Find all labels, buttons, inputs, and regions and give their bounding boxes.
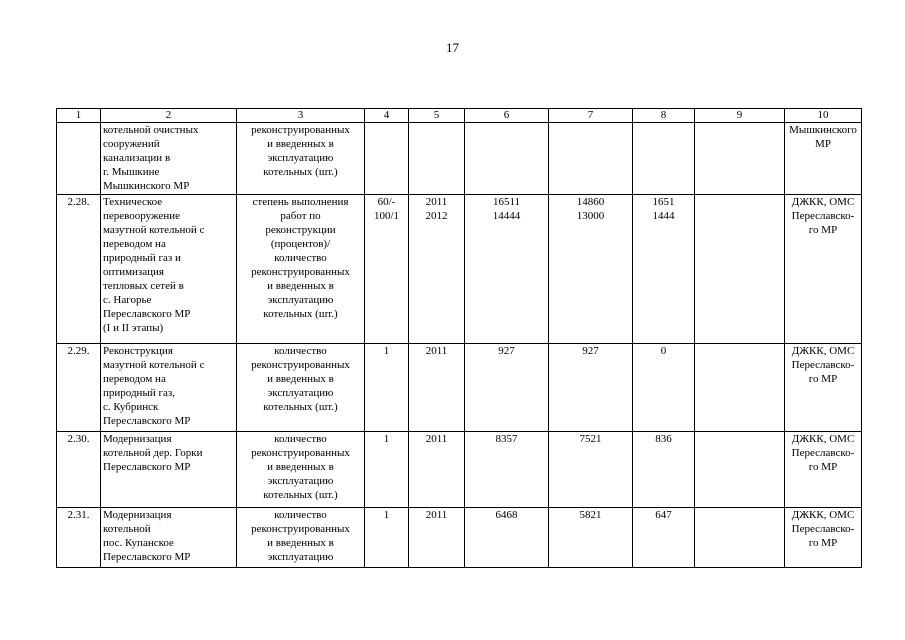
page-number: 17	[446, 40, 459, 55]
indicator-value: 1	[383, 433, 390, 445]
executor: ДЖКК, ОМС Переславско- го МР	[791, 345, 855, 385]
table-row	[57, 123, 862, 195]
table-row	[57, 508, 862, 568]
column-header-7: 7	[549, 109, 633, 123]
column-header-2: 2	[101, 109, 237, 123]
measure-name: котельной очистных сооружений канализации в г. Мышкине Мышкинского МР	[103, 124, 199, 192]
year: 2011 2012	[425, 196, 448, 222]
column-header-4: 4	[365, 109, 409, 123]
total-amount: 16511 14444	[492, 196, 521, 222]
column-header-8: 8	[633, 109, 695, 123]
indicator-name: степень выполнения работ по реконструкции (процентов)/ количество реконструированных и введенных в эксплуатацию котельных (шт.)	[251, 196, 350, 320]
regional-amount: 647	[655, 509, 672, 521]
indicator-name: реконструированных и введенных в эксплуатацию котельных (шт.)	[251, 124, 350, 178]
indicator-value: 1	[383, 345, 390, 357]
item-number: 2.31.	[67, 509, 90, 521]
regional-amount: 1651 1444	[652, 196, 675, 222]
federal-amount: 14860 13000	[576, 196, 605, 222]
year: 2011	[425, 433, 448, 445]
regional-amount: 836	[655, 433, 672, 445]
table-row	[57, 432, 862, 508]
column-header-10: 10	[785, 109, 862, 123]
measure-name: Модернизация котельной дер. Горки Переславского МР	[103, 433, 203, 473]
column-header-1: 1	[57, 109, 101, 123]
year: 2011	[425, 345, 448, 357]
table-row	[57, 195, 862, 344]
column-header-5: 5	[409, 109, 465, 123]
column-header-9: 9	[695, 109, 785, 123]
executor: ДЖКК, ОМС Переславско- го МР	[791, 509, 855, 549]
table-row	[57, 344, 862, 432]
item-number: 2.28.	[67, 196, 90, 208]
federal-amount: 927	[582, 345, 599, 357]
item-number: 2.30.	[67, 433, 90, 445]
indicator-value: 1	[383, 509, 390, 521]
measure-name: Реконструкция мазутной котельной с переводом на природный газ, с. Кубринск Переславского МР	[103, 345, 205, 427]
measure-name: Модернизация котельной пос. Купанское Переславского МР	[103, 509, 191, 563]
total-amount: 6468	[495, 509, 518, 521]
item-number: 2.29.	[67, 345, 90, 357]
year: 2011	[425, 509, 448, 521]
indicator-value: 60/- 100/1	[373, 196, 400, 222]
executor: ДЖКК, ОМС Переславско- го МР	[791, 433, 855, 473]
column-header-3: 3	[237, 109, 365, 123]
measure-name: Техническое перевооружение мазутной котельной с переводом на природный газ и оптимизация тепловых сетей в с. Нагорье Переславского МР (I и II этапы)	[103, 196, 205, 334]
program-table	[56, 108, 862, 568]
indicator-name: количество реконструированных и введенных в эксплуатацию	[251, 509, 350, 563]
column-header-6: 6	[465, 109, 549, 123]
column-number-row	[57, 109, 862, 123]
executor: Мышкинского МР	[789, 124, 857, 150]
federal-amount: 7521	[579, 433, 602, 445]
total-amount: 8357	[495, 433, 518, 445]
total-amount: 927	[498, 345, 515, 357]
indicator-name: количество реконструированных и введенных в эксплуатацию котельных (шт.)	[251, 345, 350, 413]
executor: ДЖКК, ОМС Переславско- го МР	[791, 196, 855, 236]
regional-amount: 0	[660, 345, 667, 357]
indicator-name: количество реконструированных и введенных в эксплуатацию котельных (шт.)	[251, 433, 350, 501]
federal-amount: 5821	[579, 509, 602, 521]
